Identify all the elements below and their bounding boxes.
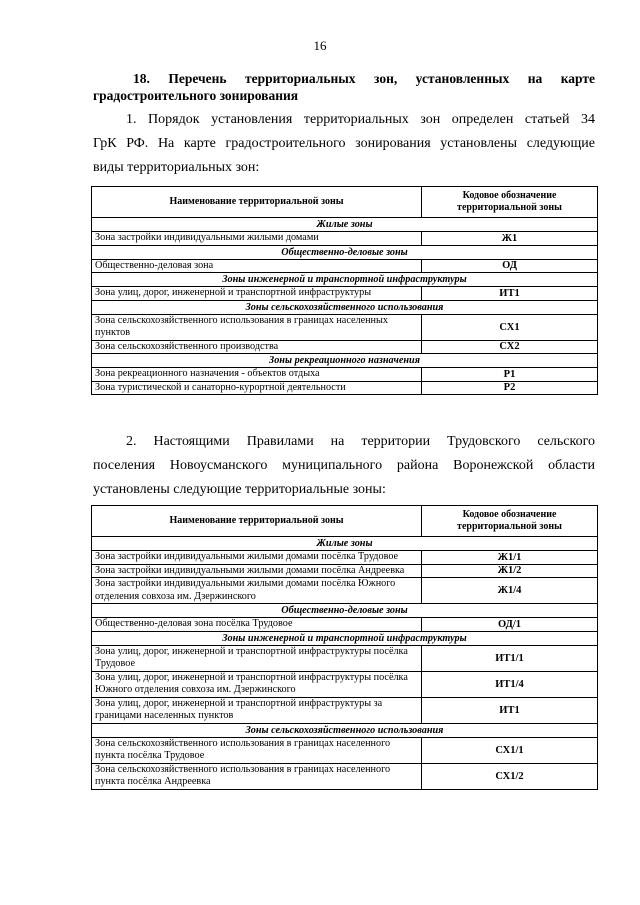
group-heading: Жилые зоны (92, 537, 598, 551)
zone-row (92, 232, 598, 246)
zone-name: Зона сельскохозяйственного использования в границах населенного пункта посёлка Андреевка (92, 763, 422, 789)
zone-code: ОД/1 (422, 618, 598, 632)
zone-row (92, 564, 598, 578)
zone-row (92, 287, 598, 301)
group-heading: Жилые зоны (92, 218, 598, 232)
zone-name: Зона улиц, дорог, инженерной и транспортной инфраструктуры (92, 287, 422, 301)
zone-code: Ж1 (422, 232, 598, 246)
table-body (92, 218, 598, 395)
zone-name: Зона сельскохозяйственного использования в границах населенных пунктов (92, 314, 422, 340)
group-row (92, 723, 598, 737)
group-row (92, 604, 598, 618)
zone-row (92, 368, 598, 382)
paragraph-2-line-1: 2. Настоящими Правилами на территории Трудовского сельского (126, 434, 595, 449)
zone-row (92, 314, 598, 340)
zone-name: Зона застройки индивидуальными жилыми домами посёлка Андреевка (92, 564, 422, 578)
zones-table-1 (91, 186, 598, 395)
zone-row (92, 697, 598, 723)
table-body (92, 537, 598, 790)
zone-row (92, 763, 598, 789)
zone-code: СХ1 (422, 314, 598, 340)
paragraph-1-line-1: 1. Порядок установления территориальных зон определен статьей 34 (126, 112, 595, 127)
zone-code: ОД (422, 259, 598, 273)
zone-name: Зона рекреационного назначения - объектов отдыха (92, 368, 422, 382)
zone-row (92, 551, 598, 565)
zone-code: СХ1/1 (422, 737, 598, 763)
group-heading: Общественно-деловые зоны (92, 245, 598, 259)
zone-name: Общественно-деловая зона (92, 259, 422, 273)
zone-name: Зона сельскохозяйственного производства (92, 340, 422, 354)
zone-code: СХ1/2 (422, 763, 598, 789)
header-zone-name: Наименование территориальной зоны (92, 506, 422, 537)
group-row (92, 245, 598, 259)
zone-row (92, 737, 598, 763)
zone-name: Зона сельскохозяйственного использования в границах населенного пункта посёлка Трудовое (92, 737, 422, 763)
group-row (92, 273, 598, 287)
group-heading: Общественно-деловые зоны (92, 604, 598, 618)
section-title-line-1: 18. Перечень территориальных зон, установленных на карте (133, 71, 595, 86)
zone-name: Зона застройки индивидуальными жилыми домами (92, 232, 422, 246)
group-heading: Зоны инженерной и транспортной инфраструктуры (92, 273, 598, 287)
header-code-line-2: территориальной зоны (457, 521, 562, 532)
paragraph-1 (93, 108, 595, 180)
zone-code: Р2 (422, 381, 598, 395)
section-title (93, 70, 595, 104)
header-code-line-1: Кодовое обозначение (462, 190, 557, 201)
table-header-row (92, 187, 598, 218)
zone-row (92, 381, 598, 395)
zone-code: Ж1/2 (422, 564, 598, 578)
zone-name: Зона застройки индивидуальными жилыми домами посёлка Южного отделения совхоза им. Дзержинского (92, 578, 422, 604)
group-row (92, 631, 598, 645)
zone-code: Р1 (422, 368, 598, 382)
paragraph-2-line-2: поселения Новоусманского муниципального района Воронежской области (93, 458, 595, 473)
zone-row (92, 671, 598, 697)
table-header-row (92, 506, 598, 537)
zone-row (92, 578, 598, 604)
zone-name: Зона застройки индивидуальными жилыми домами посёлка Трудовое (92, 551, 422, 565)
zones-table-2 (91, 505, 598, 790)
group-heading: Зоны сельскохозяйственного использования (92, 723, 598, 737)
paragraph-2-line-3: установлены следующие территориальные зоны: (93, 482, 386, 497)
group-row (92, 300, 598, 314)
header-zone-code (422, 506, 598, 537)
zone-row (92, 645, 598, 671)
zone-name: Зона улиц, дорог, инженерной и транспортной инфраструктуры за границами населенных пунктов (92, 697, 422, 723)
group-row (92, 537, 598, 551)
zone-code: Ж1/4 (422, 578, 598, 604)
zone-code: Ж1/1 (422, 551, 598, 565)
paragraph-1-line-3: виды территориальных зон: (93, 160, 260, 175)
header-zone-name: Наименование территориальной зоны (92, 187, 422, 218)
group-row (92, 354, 598, 368)
group-heading: Зоны рекреационного назначения (92, 354, 598, 368)
zone-code: ИТ1 (422, 697, 598, 723)
header-code-line-1: Кодовое обозначение (462, 509, 557, 520)
header-zone-code (422, 187, 598, 218)
group-row (92, 218, 598, 232)
zone-row (92, 618, 598, 632)
zone-code: ИТ1 (422, 287, 598, 301)
zone-name: Зона улиц, дорог, инженерной и транспортной инфраструктуры посёлка Трудовое (92, 645, 422, 671)
zone-name: Зона туристической и санаторно-курортной деятельности (92, 381, 422, 395)
paragraph-1-line-2: ГрК РФ. На карте градостроительного зонирования установлены следующие (93, 136, 595, 151)
zone-code: ИТ1/4 (422, 671, 598, 697)
zone-row (92, 340, 598, 354)
zone-name: Общественно-деловая зона посёлка Трудовое (92, 618, 422, 632)
group-heading: Зоны инженерной и транспортной инфраструктуры (92, 631, 598, 645)
zone-code: ИТ1/1 (422, 645, 598, 671)
paragraph-2 (93, 430, 595, 502)
page-number: 16 (313, 38, 327, 53)
zone-code: СХ2 (422, 340, 598, 354)
header-code-line-2: территориальной зоны (457, 202, 562, 213)
group-heading: Зоны сельскохозяйственного использования (92, 300, 598, 314)
section-title-line-2: градостроительного зонирования (93, 88, 299, 103)
zone-name: Зона улиц, дорог, инженерной и транспортной инфраструктуры посёлка Южного отделения совхоза им. Дзержинского (92, 671, 422, 697)
zone-row (92, 259, 598, 273)
